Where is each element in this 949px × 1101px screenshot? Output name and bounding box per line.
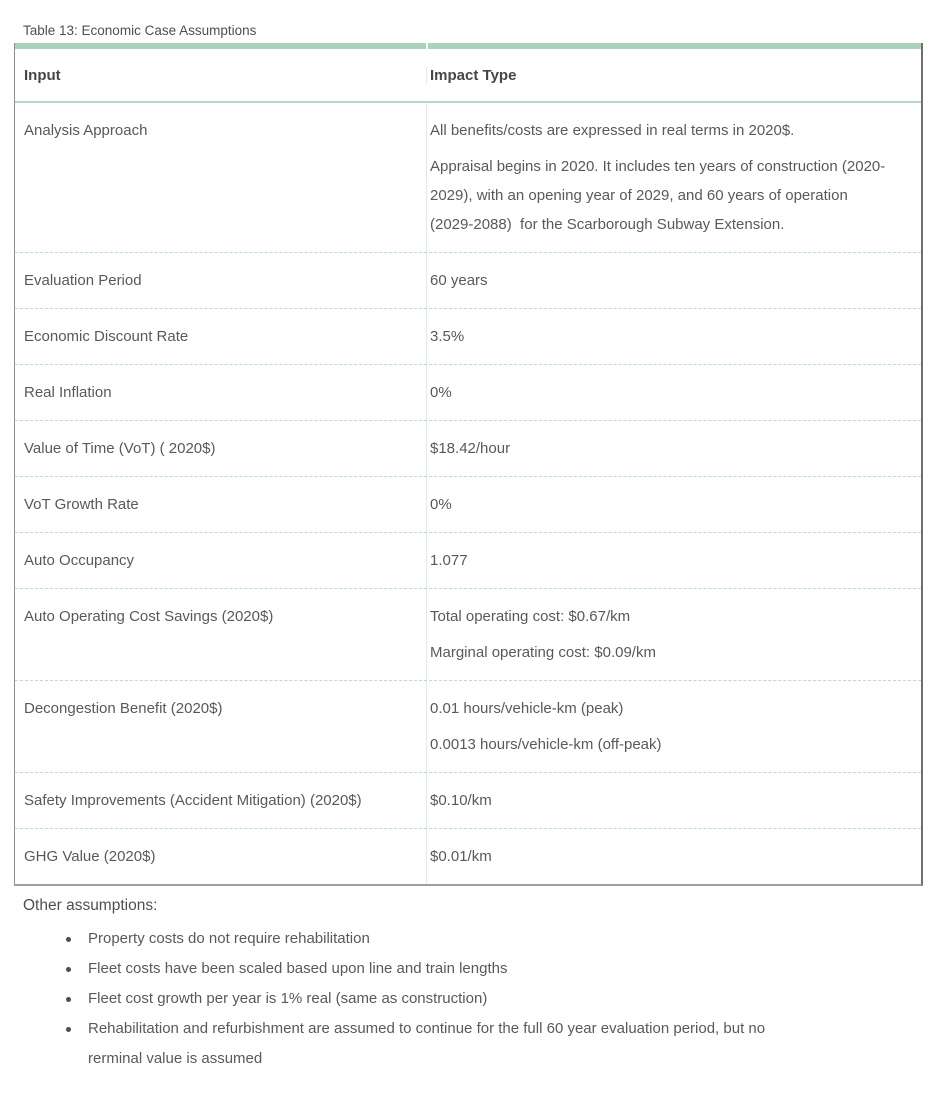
impact-type-cell — [427, 421, 921, 476]
list-item — [88, 1014, 798, 1074]
impact-paragraph: 1.077 — [430, 552, 468, 569]
impact-type-cell — [427, 533, 921, 588]
input-cell: GHG Value (2020$) — [15, 829, 427, 884]
table-row — [15, 588, 921, 680]
table-caption: Table 13: Economic Case Assumptions — [23, 23, 257, 38]
impact-type-cell — [427, 829, 921, 884]
table-top-accent-bar — [15, 43, 921, 49]
assumptions-table — [14, 43, 923, 886]
table-header-row — [15, 49, 921, 103]
impact-paragraph: All benefits/costs are expressed in real terms in 2020$. — [430, 122, 795, 139]
input-cell: Decongestion Benefit (2020$) — [15, 681, 427, 772]
list-item-text: Property costs do not require rehabilitation — [88, 930, 370, 947]
impact-paragraph: $0.10/km — [430, 792, 492, 809]
table-row — [15, 772, 921, 828]
list-item — [88, 954, 798, 984]
list-item — [88, 924, 798, 954]
table-row — [15, 476, 921, 532]
bullet-icon — [66, 967, 71, 972]
impact-paragraph: Total operating cost: $0.67/km — [430, 608, 631, 625]
accent-bar-segment — [428, 43, 921, 49]
input-cell: Real Inflation — [15, 365, 427, 420]
accent-bar-segment — [15, 43, 426, 49]
impact-type-cell — [427, 477, 921, 532]
impact-paragraph: $18.42/hour — [430, 440, 511, 457]
input-cell: Value of Time (VoT) ( 2020$) — [15, 421, 427, 476]
table-row — [15, 364, 921, 420]
table-row — [15, 532, 921, 588]
other-assumptions-list — [0, 924, 949, 1074]
input-cell: Analysis Approach — [15, 103, 427, 252]
input-cell: Auto Occupancy — [15, 533, 427, 588]
impact-paragraph: Marginal operating cost: $0.09/km — [430, 644, 656, 661]
impact-paragraph: 3.5% — [430, 328, 465, 345]
impact-paragraph: 0.0013 hours/vehicle-km (off-peak) — [430, 736, 662, 753]
table-row — [15, 420, 921, 476]
impact-paragraph: 60 years — [430, 272, 488, 289]
list-item-text: Rehabilitation and refurbishment are assumed to continue for the full 60 year evaluation period, but no rerminal value is assumed — [88, 1020, 766, 1067]
table-row — [15, 252, 921, 308]
input-cell: VoT Growth Rate — [15, 477, 427, 532]
table-body — [15, 103, 921, 884]
bullet-icon — [66, 1027, 71, 1032]
input-cell: Auto Operating Cost Savings (2020$) — [15, 589, 427, 680]
table-row — [15, 308, 921, 364]
impact-type-cell — [427, 589, 921, 680]
table-row — [15, 103, 921, 252]
table-row — [15, 828, 921, 884]
impact-type-cell — [427, 681, 921, 772]
impact-type-cell — [427, 309, 921, 364]
list-item-text: Fleet cost growth per year is 1% real (same as construction) — [88, 990, 488, 1007]
list-item-text: Fleet costs have been scaled based upon line and train lengths — [88, 960, 508, 977]
impact-paragraph: $0.01/km — [430, 848, 492, 865]
input-cell: Safety Improvements (Accident Mitigation) (2020$) — [15, 773, 427, 828]
list-item — [88, 984, 798, 1014]
impact-type-cell — [427, 365, 921, 420]
impact-type-cell — [427, 773, 921, 828]
input-cell: Economic Discount Rate — [15, 309, 427, 364]
impact-type-cell — [427, 103, 921, 252]
impact-paragraph: Appraisal begins in 2020. It includes ten years of construction (2020-2029), with an opening year of 2029, and 60 years of operation (2029-2088) for the Scarborough Subway Extension. — [430, 158, 886, 233]
bullet-icon — [66, 937, 71, 942]
table-row — [15, 680, 921, 772]
impact-paragraph: 0% — [430, 384, 452, 401]
impact-paragraph: 0% — [430, 496, 452, 513]
impact-paragraph: 0.01 hours/vehicle-km (peak) — [430, 700, 624, 717]
input-cell: Evaluation Period — [15, 253, 427, 308]
impact-type-cell — [427, 253, 921, 308]
other-assumptions-heading: Other assumptions: — [23, 897, 158, 914]
column-header-impact-type: Impact Type — [430, 66, 517, 84]
column-header-input: Input — [15, 67, 427, 84]
bullet-icon — [66, 997, 71, 1002]
